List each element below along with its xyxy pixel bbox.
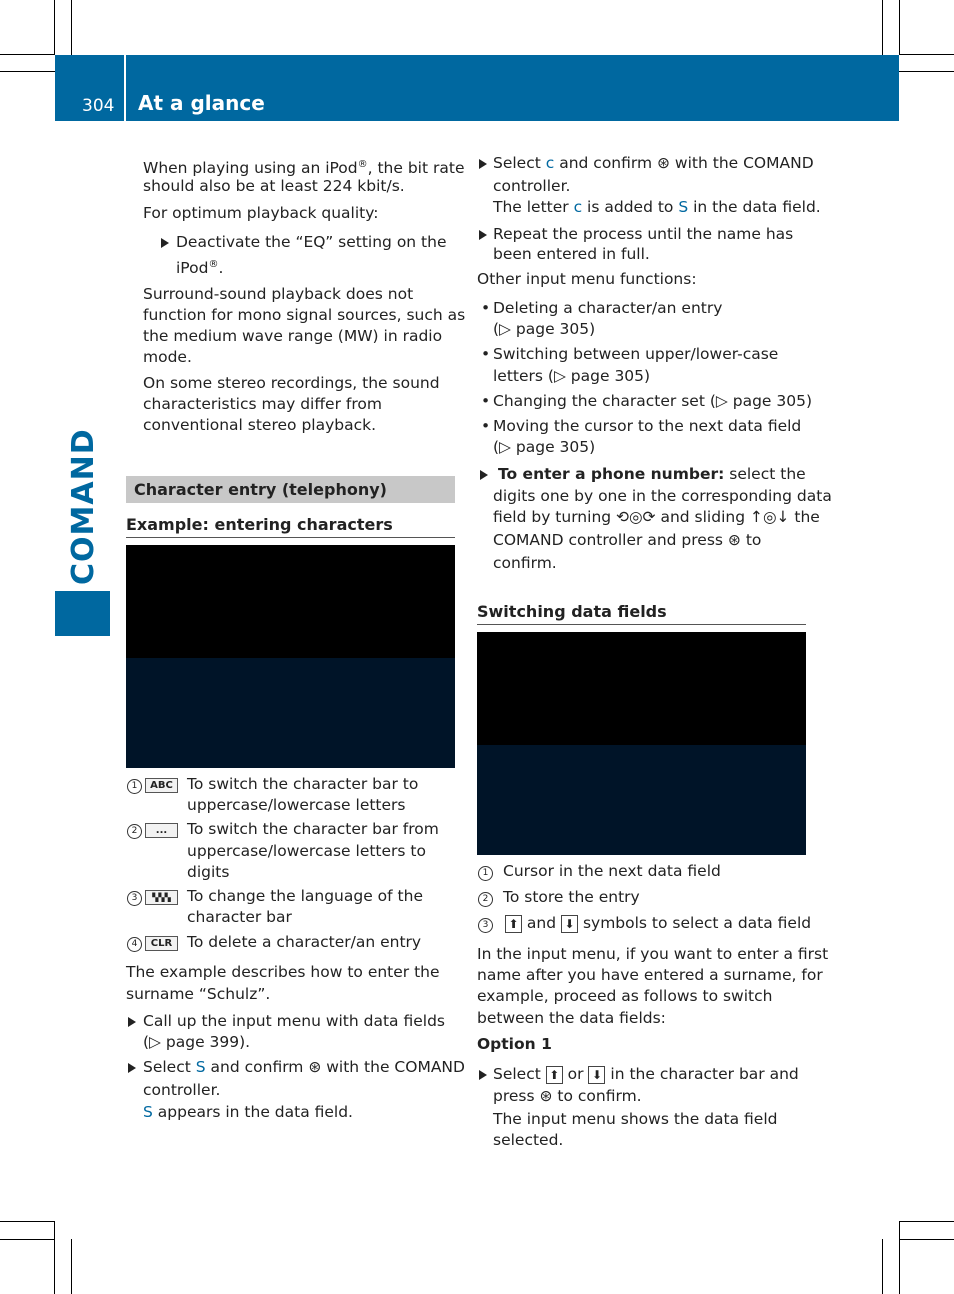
up-arrow-icon: ⬆ (546, 1066, 563, 1084)
step-arrow-icon (128, 1017, 136, 1027)
bold-label: To enter a phone number: (498, 465, 725, 483)
callout-number: 1 (478, 866, 493, 881)
paragraph-line: should also be at least 224 kbit/s. (143, 177, 405, 195)
crop-mark (0, 1221, 55, 1222)
section-heading-band (126, 476, 455, 503)
bullet-line: letters (▷ page 305) (493, 367, 651, 385)
bullet-line (176, 254, 223, 280)
bullet-arrow-icon (161, 238, 169, 248)
paragraph: For optimum playback quality: (143, 204, 379, 222)
step-arrow-icon (128, 1063, 136, 1073)
step-line: field by turning ⟲◎⟳ and sliding ↑◎↓ the (493, 508, 820, 526)
text: symbols to select a data field (578, 914, 812, 932)
step-line: digits one by one in the corresponding data (493, 487, 832, 505)
callout-number: 1 (127, 779, 142, 794)
page-title: At a glance (138, 91, 265, 115)
crop-mark (71, 0, 72, 55)
step-line (498, 464, 806, 486)
side-tab-block (55, 591, 110, 636)
abc-key-icon: ABC (145, 778, 178, 793)
crop-mark (882, 0, 883, 55)
step-line: controller. (493, 177, 571, 195)
crop-mark (0, 71, 55, 72)
legend-text (505, 913, 811, 935)
side-tab-label: COMAND (66, 428, 101, 585)
crop-mark (0, 1239, 55, 1240)
crop-mark (899, 0, 900, 55)
step-line: COMAND controller and press ⊛ to (493, 531, 762, 549)
down-arrow-icon: ⬇ (561, 915, 578, 933)
text: Select (493, 1065, 546, 1083)
subheading: Example: entering characters (126, 515, 393, 534)
crop-mark (54, 1221, 55, 1294)
highlight-letter: S (143, 1103, 153, 1121)
legend-text: Cursor in the next data field (503, 862, 721, 880)
legend-text: uppercase/lowercase letters to (187, 842, 426, 860)
text: and confirm ⊛ with the COMAND (554, 154, 814, 172)
bullet-line: Deactivate the “EQ” setting on the (176, 233, 447, 251)
highlight-letter: S (678, 198, 689, 216)
paragraph-line: surname “Schulz”. (126, 985, 271, 1003)
crop-mark (899, 54, 954, 55)
text: in the character bar and (605, 1065, 799, 1083)
bullet-line: Deleting a character/an entry (493, 299, 723, 317)
text: When playing using an iPod (143, 159, 358, 178)
language-key-icon: ▚▚▚ (145, 890, 178, 905)
step-arrow-icon (479, 1070, 487, 1080)
paragraph-line: Other input menu functions: (477, 270, 697, 288)
legend-text: character bar (187, 908, 292, 926)
callout-number: 2 (478, 892, 493, 907)
step-line (143, 1057, 465, 1079)
step-line: Call up the input menu with data fields (143, 1012, 445, 1030)
step-line (143, 1102, 353, 1124)
step-line: (▷ page 399). (143, 1033, 251, 1051)
subheading-rule (477, 624, 806, 625)
paragraph-line: mode. (143, 348, 192, 366)
registered-mark: ® (208, 259, 219, 270)
subheading: Switching data fields (477, 602, 667, 621)
text: , the bit rate (367, 159, 465, 178)
legend-text: To change the language of the (187, 887, 423, 905)
screenshot-image (126, 545, 455, 768)
clr-key-icon: CLR (145, 936, 178, 951)
paragraph-line: function for mono signal sources, such as (143, 306, 466, 324)
page-number: 304 (82, 96, 115, 116)
paragraph-line: example, proceed as follows to switch (477, 987, 773, 1005)
bullet-dot: • (481, 392, 491, 410)
paragraph-line: On some stereo recordings, the sound (143, 374, 440, 392)
bullet-line: Moving the cursor to the next data field (493, 417, 802, 435)
legend-text: To switch the character bar to (187, 775, 419, 793)
step-arrow-icon (479, 230, 487, 240)
paragraph-line: In the input menu, if you want to enter a first (477, 945, 829, 963)
paragraph-line: Surround-sound playback does not (143, 285, 414, 303)
crop-mark (882, 1239, 883, 1294)
paragraph-line: name after you have entered a surname, for (477, 966, 823, 984)
text: . (218, 259, 224, 278)
text: select the (724, 465, 806, 483)
paragraph-line: characteristics may differ from (143, 395, 382, 413)
crop-mark (899, 1221, 900, 1294)
up-arrow-icon: ⬆ (505, 915, 522, 933)
paragraph-line: the medium wave range (MW) in radio (143, 327, 443, 345)
highlight-letter: c (545, 154, 555, 172)
text: appears in the data field. (152, 1103, 353, 1121)
crop-mark (54, 0, 55, 55)
dots-key-icon: ... (145, 823, 178, 838)
down-arrow-icon: ⬇ (588, 1066, 605, 1084)
subheading-rule (126, 537, 455, 538)
paragraph-line: between the data fields: (477, 1009, 666, 1027)
text: Select (493, 154, 546, 172)
crop-mark (0, 54, 55, 55)
step-arrow-icon (480, 470, 488, 480)
text: or (562, 1065, 589, 1083)
bullet-line: (▷ page 305) (493, 320, 596, 338)
legend-text: digits (187, 863, 230, 881)
crop-mark (899, 71, 954, 72)
paragraph-line: conventional stereo playback. (143, 416, 377, 434)
step-line: confirm. (493, 554, 557, 572)
section-heading: Character entry (telephony) (134, 480, 387, 499)
step-line (493, 1064, 799, 1086)
text: The letter (493, 198, 574, 216)
text: is added to (582, 198, 679, 216)
screenshot-image (477, 632, 806, 855)
text: and (522, 914, 562, 932)
bullet-dot: • (481, 299, 491, 317)
callout-number: 3 (478, 918, 493, 933)
step-line: Repeat the process until the name has (493, 225, 794, 243)
legend-text: To delete a character/an entry (187, 933, 422, 951)
text: iPod (176, 259, 209, 278)
screenshot-lower-panel (126, 658, 455, 768)
legend-text: uppercase/lowercase letters (187, 796, 406, 814)
step-line: been entered in full. (493, 245, 650, 263)
step-line: controller. (143, 1081, 221, 1099)
option-label: Option 1 (477, 1035, 552, 1053)
screenshot-lower-panel (477, 745, 806, 855)
step-line: selected. (493, 1131, 564, 1149)
legend-text: To store the entry (503, 888, 640, 906)
text: in the data field. (688, 198, 821, 216)
bullet-line: (▷ page 305) (493, 438, 596, 456)
highlight-letter: c (573, 198, 583, 216)
callout-number: 3 (127, 891, 142, 906)
crop-mark (899, 1239, 954, 1240)
highlight-letter: S (195, 1058, 206, 1076)
text: and confirm ⊛ with the COMAND (205, 1058, 465, 1076)
bullet-dot: • (481, 417, 491, 435)
bullet-dot: • (481, 345, 491, 363)
bullet-line: Changing the character set (▷ page 305) (493, 392, 812, 410)
paragraph-line: The example describes how to enter the (126, 963, 440, 981)
registered-mark: ® (357, 159, 368, 170)
callout-number: 2 (127, 824, 142, 839)
step-line (493, 153, 814, 175)
crop-mark (71, 1239, 72, 1294)
legend-text: To switch the character bar from (187, 820, 439, 838)
crop-mark (899, 1221, 954, 1222)
bullet-line: Switching between upper/lower-case (493, 345, 779, 363)
step-line: The input menu shows the data field (493, 1110, 778, 1128)
step-line: press ⊛ to confirm. (493, 1087, 642, 1105)
step-line (493, 197, 821, 219)
callout-number: 4 (127, 937, 142, 952)
text: Select (143, 1058, 196, 1076)
step-arrow-icon (479, 159, 487, 169)
header-separator (124, 55, 126, 121)
